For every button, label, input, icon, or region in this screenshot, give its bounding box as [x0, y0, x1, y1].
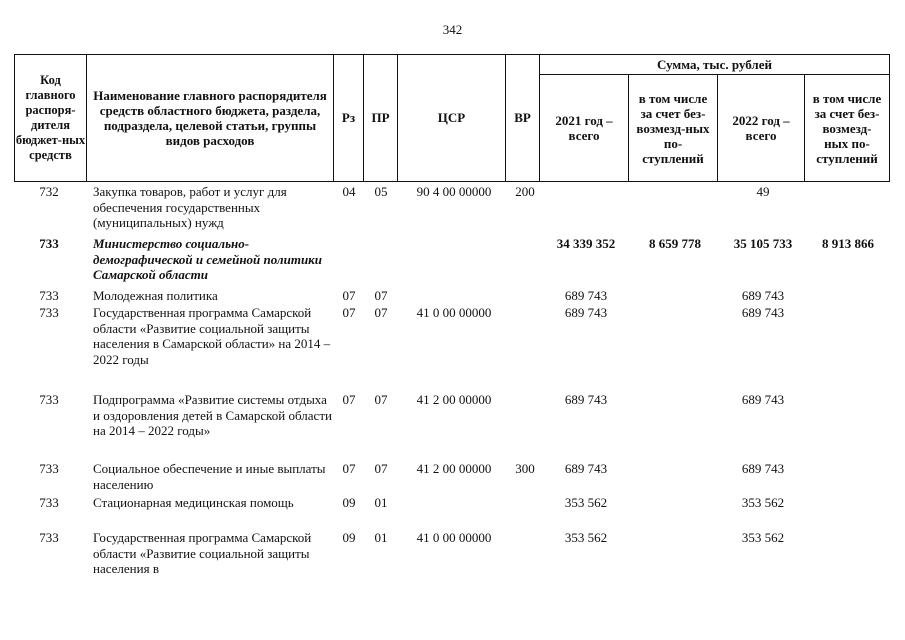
row-code: 732 — [39, 184, 59, 199]
row-rz: 07 — [342, 288, 356, 303]
row-code: 733 — [39, 495, 59, 510]
row-rz: 04 — [342, 184, 356, 199]
row-csr: 90 4 00 00000 — [416, 184, 492, 199]
row-rz: 07 — [342, 305, 356, 320]
row-sum-2022: 689 743 — [741, 305, 785, 320]
header-code: Код главного распоря-дителя бюджет-ных средств — [15, 72, 86, 162]
row-sum-2021: 689 743 — [564, 288, 608, 303]
row-code: 733 — [39, 288, 59, 303]
row-pr: 07 — [374, 392, 388, 407]
row-rz: 09 — [342, 530, 356, 545]
row-sum-2021: 353 562 — [564, 495, 608, 510]
row-pr: 07 — [374, 288, 388, 303]
row-rz: 09 — [342, 495, 356, 510]
row-sum-2021: 689 743 — [564, 461, 608, 476]
row-code: 733 — [39, 392, 59, 407]
row-name: Молодежная политика — [93, 288, 218, 303]
row-pr: 05 — [374, 184, 388, 199]
row-code: 733 — [39, 305, 59, 320]
header-2022-total: 2022 год – всего — [732, 113, 790, 143]
row-csr: 41 0 00 00000 — [416, 530, 492, 545]
row-pr: 07 — [374, 461, 388, 476]
header-csr: ЦСР — [437, 110, 466, 125]
header-rz: Рз — [341, 110, 356, 125]
row-vr: 200 — [515, 184, 535, 199]
header-2022-free: в том числе за счет без-возмезд-ных по-ступлений — [812, 90, 882, 166]
row-free-2022: 8 913 866 — [822, 236, 874, 251]
row-sum-2021: 34 339 352 — [556, 236, 616, 251]
row-sum-2022: 35 105 733 — [733, 236, 793, 251]
header-vr: ВР — [514, 110, 531, 125]
row-csr: 41 2 00 00000 — [416, 461, 492, 476]
row-sum-2022: 689 743 — [741, 288, 785, 303]
row-free-2021: 8 659 778 — [649, 236, 701, 251]
row-sum-2021: 353 562 — [564, 530, 608, 545]
header-2021-total: 2021 год – всего — [555, 113, 613, 143]
row-sum-2021: 689 743 — [564, 392, 608, 407]
row-name: Государственная программа Самарской области «Развитие социальной защиты населения в Самарской области» на 2014 – 2022 годы — [93, 305, 331, 367]
row-name: Стационарная медицинская помощь — [93, 495, 294, 510]
row-sum-2021: 689 743 — [564, 305, 608, 320]
row-name: Подпрограмма «Развитие системы отдыха и оздоровления детей в Самарской области на 2014 – 2022 годы» — [93, 392, 332, 438]
row-code: 733 — [39, 530, 59, 545]
row-name: Государственная программа Самарской области «Развитие социальной защиты населения в — [93, 530, 312, 576]
header-name: Наименование главного распорядителя средств областного бюджета, раздела, подраздела, целевой статьи, группы видов расходов — [93, 87, 327, 148]
row-sum-2022: 353 562 — [741, 530, 785, 545]
table-header — [14, 54, 890, 182]
row-code: 733 — [39, 236, 59, 251]
row-vr: 300 — [515, 461, 535, 476]
header-pr: ПР — [371, 110, 390, 125]
row-csr: 41 0 00 00000 — [416, 305, 492, 320]
row-sum-2022: 689 743 — [741, 392, 785, 407]
page-number: 342 — [442, 22, 463, 37]
row-sum-2022: 689 743 — [741, 461, 785, 476]
row-rz: 07 — [342, 461, 356, 476]
row-sum-2022: 353 562 — [741, 495, 785, 510]
row-pr: 01 — [374, 530, 388, 545]
row-sum-2022: 49 — [756, 184, 770, 199]
row-code: 733 — [39, 461, 59, 476]
row-csr: 41 2 00 00000 — [416, 392, 492, 407]
header-2021-free: в том числе за счет без-возмезд-ных по-ступлений — [636, 90, 710, 166]
row-name: Социальное обеспечение и иные выплаты населению — [93, 461, 326, 492]
row-pr: 01 — [374, 495, 388, 510]
header-sum: Сумма, тыс. рублей — [657, 56, 772, 72]
row-name: Министерство социально-демографической и семейной политики Самарской области — [93, 236, 322, 282]
row-rz: 07 — [342, 392, 356, 407]
row-name: Закупка товаров, работ и услуг для обеспечения государственных (муниципальных) нужд — [93, 184, 287, 230]
row-pr: 07 — [374, 305, 388, 320]
